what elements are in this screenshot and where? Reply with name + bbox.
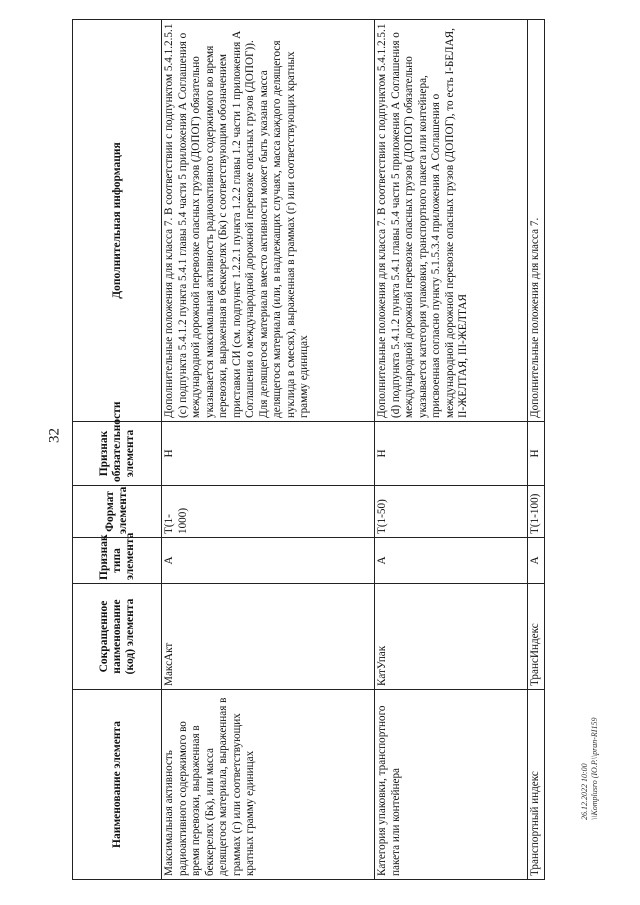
table-row xyxy=(528,20,545,880)
header-name: Наименование элемента xyxy=(73,690,162,880)
cell-format: Т(1-100) xyxy=(528,486,545,538)
table-header-row xyxy=(73,20,162,880)
cell-info: Дополнительные положения для класса 7. В соответствии с подпунктом 5.4.1.2.5.1 (d) подпункта 5.4.1.2 пункта 5.4.1 главы 5.4 части 5 приложения А Соглашения о международной дорожной перевозке опасных грузов (ДОПОГ) обязательно указывается категория упаковки, транспортного пакета или контейнера, присвоенная согласно пункту 5.1.5.3.4 приложения А Соглашения о международной дорожной перевозке опасных грузов (ДОПОГ), то есть I-БЕЛАЯ, II-ЖЕЛТАЯ, III-ЖЕЛТАЯ xyxy=(375,20,528,422)
cell-mandatory: Н xyxy=(375,422,528,486)
cell-type: А xyxy=(162,538,375,584)
header-code: Сокращенное наименование (код) элемента xyxy=(73,584,162,690)
cell-code: ТрансИндекс xyxy=(528,584,545,690)
cell-name: Категория упаковки, транспортного пакета или контейнера xyxy=(375,690,528,880)
cell-type: А xyxy=(528,538,545,584)
elements-table xyxy=(72,19,545,880)
cell-mandatory: Н xyxy=(162,422,375,486)
cell-format: Т(1-50) xyxy=(375,486,528,538)
cell-mandatory: Н xyxy=(528,422,545,486)
cell-name: Максимальная активность радиоактивного содержимого во время перевозки, выраженная в беккерелях (Бк), или масса делящегося материала, выраженная в граммах (г) или соответствующих кратных грамму единицах xyxy=(162,690,375,880)
cell-info: Дополнительные положения для класса 7. В соответствии с подпунктом 5.4.1.2.5.1 (с) подпункта 5.4.1.2 пункта 5.4.1 главы 5.4 части 5 приложения А Соглашения о международной дорожной перевозке опасных грузов (ДОПОГ) обязательно указывается максимальная активность радиоактивного содержимого во время перевозки, выраженная в беккерелях (Бк) с соответствующим обозначением приставки СИ (см. подпункт 1.2.2.1 пункта 1.2.2 главы 1.2 части 1 приложения А Соглашения о международной дорожной перевозке опасных грузов (ДОПОГ)). Для делящегося материала вместо активности может быть указана масса делящегося материала (или, в надлежащих случаях, масса каждого делящегося нуклида в смесях), выраженная в граммах (г) или соответствующих кратных грамму единицах xyxy=(162,20,375,422)
cell-info: Дополнительные положения для класса 7. xyxy=(528,20,545,422)
page-number: 32 xyxy=(46,428,63,443)
table-row xyxy=(375,20,528,880)
footer-path: \\Komplusro (IO.P.\\pran-RI159 xyxy=(590,717,599,820)
header-type: Признак типа элемента xyxy=(73,538,162,584)
header-format: Формат элемента xyxy=(73,486,162,538)
header-info: Дополнительная информация xyxy=(73,20,162,422)
rotated-table-container xyxy=(72,20,554,880)
cell-type: А xyxy=(375,538,528,584)
table-row xyxy=(162,20,375,880)
cell-code: МаксАкт xyxy=(162,584,375,690)
footer-timestamp: 26.12.2022 10:00 xyxy=(580,763,589,820)
cell-code: КатУпак xyxy=(375,584,528,690)
cell-format: Т(1-1000) xyxy=(162,486,375,538)
cell-name: Транспортный индекс xyxy=(528,690,545,880)
footer-stamp xyxy=(580,700,600,820)
header-mandatory: Признак обязательности элемента xyxy=(73,422,162,486)
